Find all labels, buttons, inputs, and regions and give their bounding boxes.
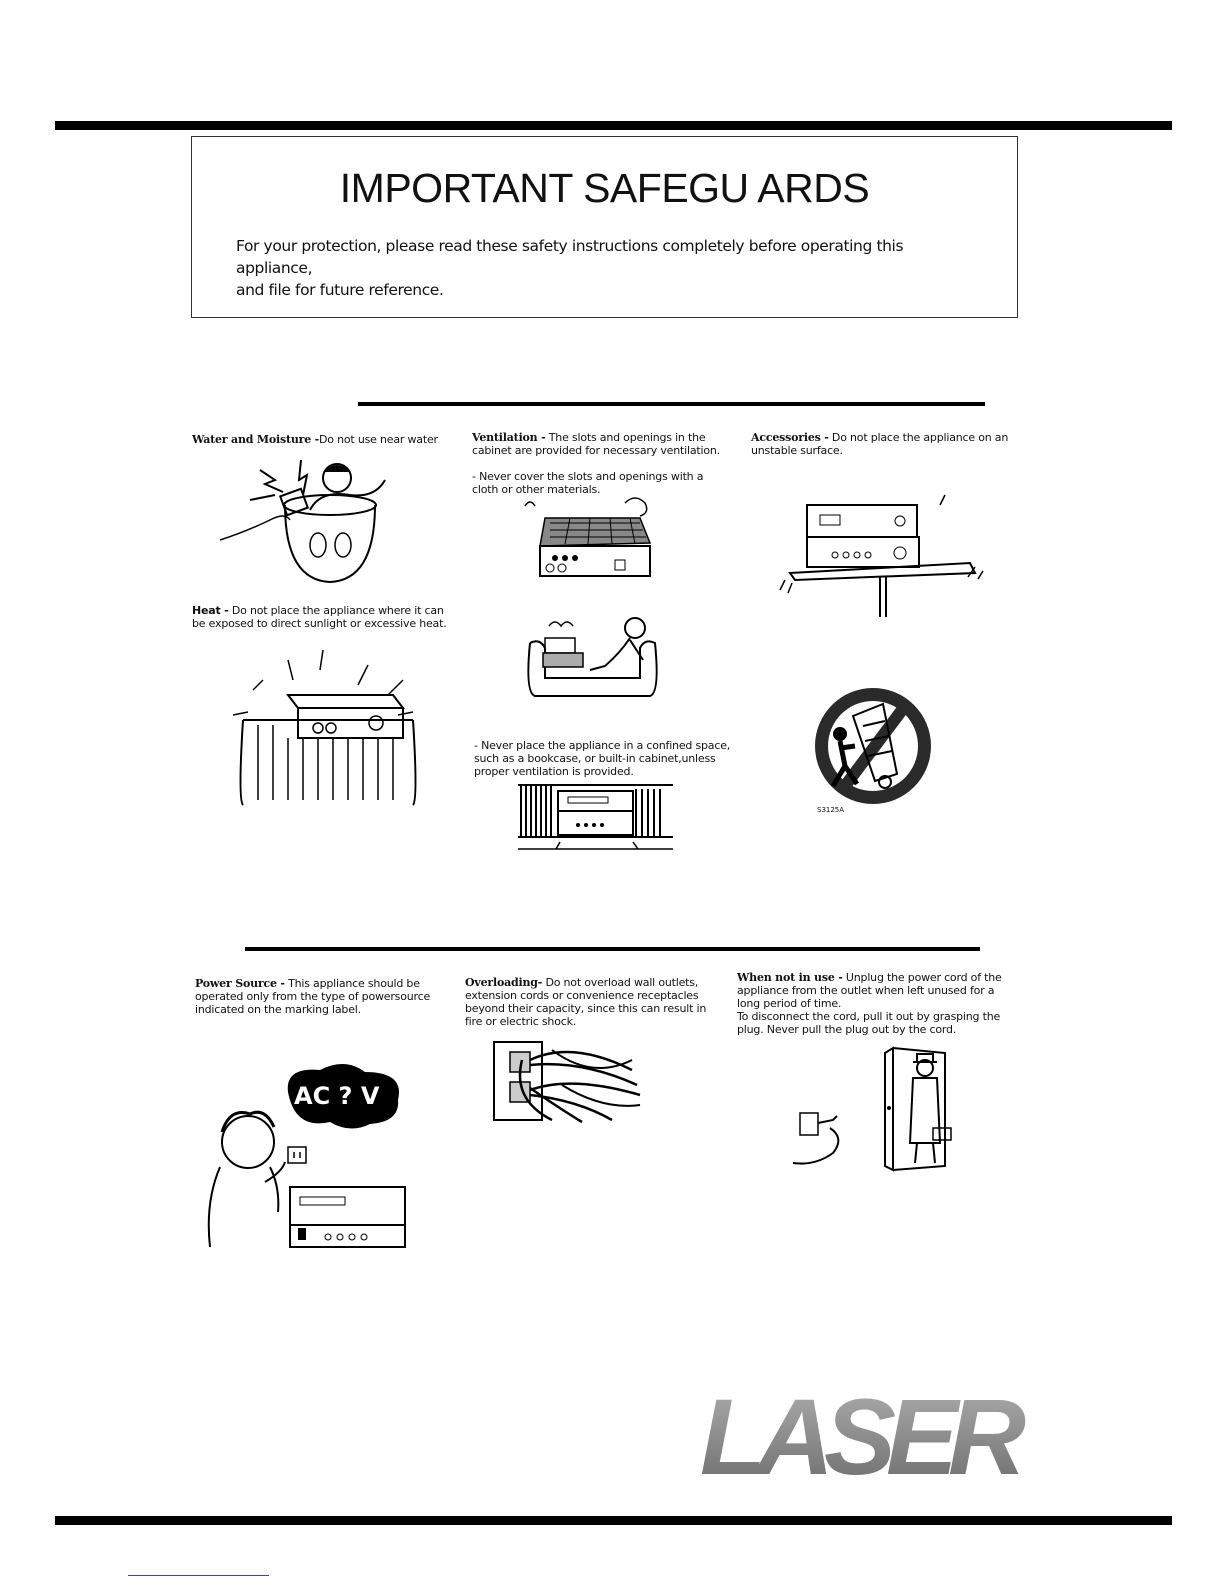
bottom-link-underline — [128, 1575, 269, 1576]
not-in-use-item — [737, 971, 1007, 1036]
page-title: IMPORTANT SAFEGU ARDS — [339, 165, 870, 211]
intro-line-1: For your protection, please read these safety instructions completely before operating this appliance, — [236, 237, 904, 277]
safeguards-header-box — [191, 136, 1018, 318]
ventilation-text: The slots and openings in the cabinet are provided for necessary ventilation. — [472, 431, 720, 457]
ventilation-item — [472, 431, 727, 457]
water-moisture-item — [192, 433, 452, 446]
bottom-rule — [55, 1516, 1172, 1525]
overloaded-outlet-illustration — [492, 1040, 642, 1122]
power-bubble-text: AC ? V — [294, 1082, 380, 1110]
overloading-item — [465, 976, 725, 1028]
logo-text: LASER — [700, 1376, 1017, 1497]
power-text: This appliance should be operated only from the type of powersource indicated on the marking label. — [195, 977, 431, 1016]
overloading-text: Do not overload wall outlets, extension cords or convenience receptacles beyond their capacity, since this can result in fire or electric shock. — [465, 976, 707, 1028]
unstable-table-illustration — [780, 495, 990, 620]
accessories-heading: Accessories - — [751, 431, 829, 444]
unplug-illustration — [785, 1048, 985, 1173]
covered-appliance-illustration — [520, 498, 665, 583]
power-source-item — [195, 977, 445, 1016]
heater-illustration — [228, 650, 418, 805]
heat-heading: Heat - — [192, 604, 229, 617]
intro-text — [236, 235, 976, 301]
ventilation-confined-item: - Never place the appliance in a confined space, such as a bookcase, or built-in cabinet,unless proper ventilation is provided. — [474, 739, 731, 778]
section-rule-1 — [358, 402, 985, 406]
bookcase-illustration — [518, 777, 678, 852]
not-in-use-text-2: To disconnect the cord, pull it out by grasping the plug. Never pull the plug out by the cord. — [737, 1010, 1001, 1036]
intro-line-2: and file for future reference. — [236, 281, 444, 299]
water-text: Do not use near water — [319, 433, 438, 446]
not-in-use-text: Unplug the power cord of the appliance from the outlet when left unused for a long period of time. — [737, 971, 1002, 1010]
heat-text: Do not place the appliance where it can be exposed to direct sunlight or excessive heat. — [192, 604, 447, 630]
ventilation-heading: Ventilation - — [472, 431, 546, 444]
sofa-illustration — [525, 608, 660, 700]
heat-item — [192, 604, 447, 630]
ventilation-cover-item: - Never cover the slots and openings with a cloth or other materials. — [472, 470, 704, 496]
no-cart-warning-illustration — [805, 686, 945, 816]
power-source-illustration — [190, 1062, 412, 1247]
accessories-item — [751, 431, 1016, 457]
section-rule-2 — [245, 947, 980, 951]
laser-logo — [700, 1376, 1035, 1497]
water-heading: Water and Moisture - — [192, 433, 320, 446]
overloading-heading: Overloading- — [465, 976, 543, 989]
cart-label: S3125A — [817, 806, 845, 814]
accessories-text: Do not place the appliance on an unstable surface. — [751, 431, 1009, 457]
not-in-use-heading: When not in use - — [737, 971, 843, 984]
top-rule — [55, 121, 1172, 130]
power-heading: Power Source - — [195, 977, 285, 990]
bathtub-illustration — [215, 450, 400, 590]
